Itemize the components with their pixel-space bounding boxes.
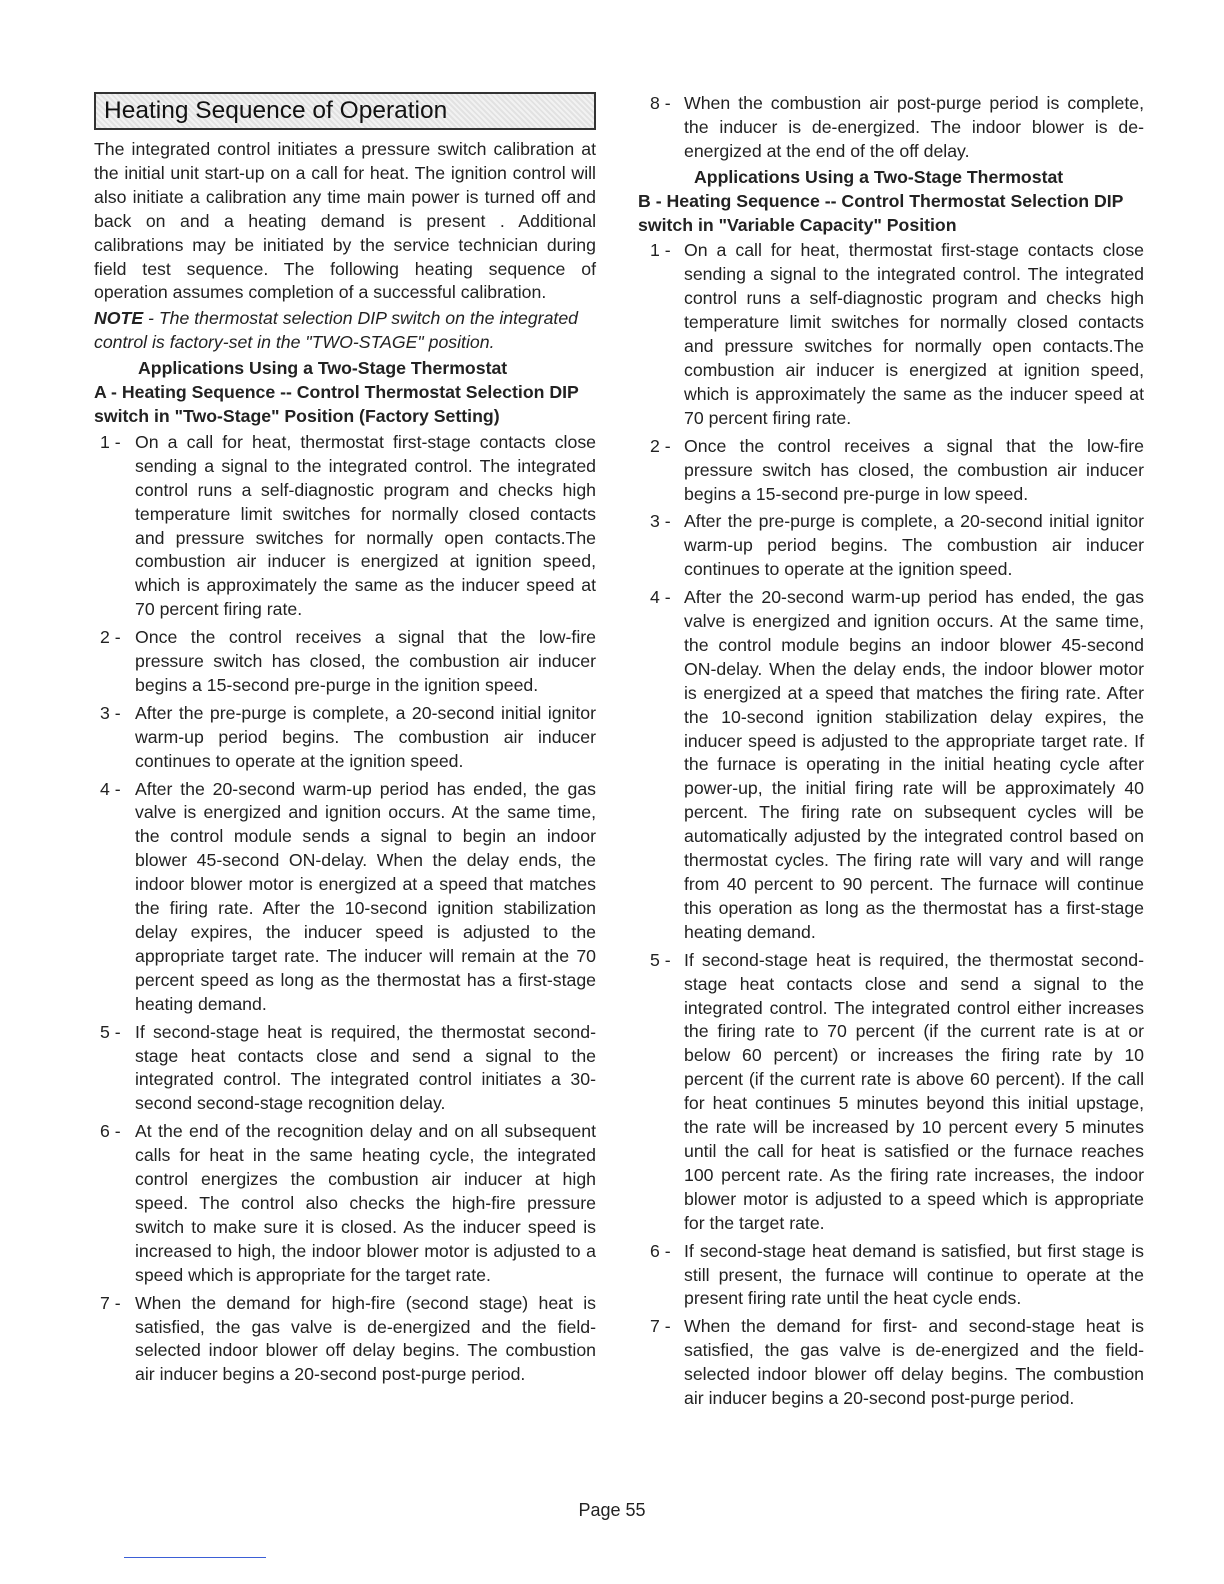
step-item: 6 - At the end of the recognition delay and on all subsequent calls for heat in the same heating cycle, the integrated control energizes the combustion air inducer at high speed. The control also checks the high-fire pressure switch to make sure it is closed. As the inducer speed is increased to high, the indoor blower motor is adjusted to a speed which is appropriate for the target rate. — [100, 1121, 596, 1285]
section-title: Heating Sequence of Operation — [94, 92, 596, 130]
note-text: - The thermostat selection DIP switch on the integrated control is factory-set in the "TWO-STAGE" position. — [94, 308, 579, 353]
step-item: 1 - On a call for heat, thermostat first-stage contacts close sending a signal to the integrated control. The integrated control runs a self-diagnostic program and checks high temperature limit switches for normally closed contacts and pressure switches for normally open contacts.The combustion air inducer is energized at ignition speed, which is approximately the same as the inducer speed at 70 percent firing rate. — [100, 431, 596, 620]
step-item: 2 - Once the control receives a signal that the low-fire pressure switch has closed, the combustion air inducer begins a 15-second pre-purge in low speed. — [650, 435, 1144, 504]
section-b-steps — [650, 239, 1144, 1411]
section-a-steps — [94, 431, 596, 1387]
section-a-title: A - Heating Sequence -- Control Thermostat Selection DIP switch in "Two-Stage" Position (Factory Setting) — [94, 382, 579, 426]
left-column — [94, 92, 596, 1391]
step-item: 2 - Once the control receives a signal that the low-fire pressure switch has closed, the combustion air inducer begins a 15-second pre-purge in the ignition speed. — [100, 627, 596, 695]
step-item: 7 - When the demand for first- and second-stage heat is satisfied, the gas valve is de-energized and the field-selected indoor blower off delay begins. The combustion air inducer begins a 20-second post-purge period. — [650, 1316, 1144, 1409]
step-item: 3 - After the pre-purge is complete, a 20-second initial ignitor warm-up period begins. The combustion air inducer continues to operate at the ignition speed. — [650, 511, 1144, 580]
step-item: 5 - If second-stage heat is required, the thermostat second-stage heat contacts close and send a signal to the integrated control. The integrated control initiates a 30-second second-stage recognition delay. — [100, 1021, 596, 1114]
note-label: NOTE — [94, 308, 144, 329]
step-item: 5 - If second-stage heat is required, the thermostat second-stage heat contacts close and send a signal to the integrated control. The integrated control either increases the firing rate to 70 percent (if the current rate is at or below 60 percent) or increases the firing rate by 10 percent (if the current rate is above 60 percent). If the call for heat continues 5 minutes beyond this initial upstage, the rate will be increased by 10 percent every 5 minutes until the call for heat is satisfied or the furnace reaches 100 percent rate. As the firing rate increases, the indoor blower motor is adjusted to a speed which is appropriate for the target rate. — [650, 949, 1144, 1233]
step-item: 8 - When the combustion air post-purge period is complete, the inducer is de-energized. The indoor blower is de-energized at the end of the off delay. — [650, 93, 1144, 161]
right-column — [638, 92, 1144, 1415]
section-b-title: B - Heating Sequence -- Control Thermostat Selection DIP switch in "Variable Capacity" Position — [638, 190, 1124, 235]
step-item: 7 - When the demand for high-fire (second stage) heat is satisfied, the gas valve is de-energized and the field-selected indoor blower off delay begins. The combustion air inducer begins a 20-second post-purge period. — [100, 1292, 596, 1385]
step-item: 6 - If second-stage heat demand is satisfied, but first stage is still present, the furnace will continue to operate at the present firing rate until the heat cycle ends. — [650, 1240, 1144, 1309]
section-a-apps-heading: Applications Using a Two-Stage Thermostat — [138, 358, 508, 379]
step-item: 1 - On a call for heat, thermostat first-stage contacts close sending a signal to the integrated control. The integrated control runs a self-diagnostic program and checks high temperature limit switches for normally closed contacts and pressure switches for normally open contacts.The combustion air inducer is energized at ignition speed, which is approximately the same as the inducer speed at 70 percent firing rate. — [650, 240, 1144, 428]
note-paragraph — [94, 307, 596, 355]
footer-divider — [124, 1557, 266, 1558]
page-number: Page 55 — [578, 1500, 646, 1520]
section-b-apps-heading: Applications Using a Two-Stage Thermostat — [694, 166, 1064, 187]
intro-paragraph: The integrated control initiates a pressure switch calibration at the initial unit start-up on a call for heat. The ignition control will also initiate a calibration any time main power is turned off and back on and a heating demand is present . Additional calibrations may be initiated by the service technician during field test sequence. The following heating sequence of operation assumes completion of a successful calibration. — [94, 139, 596, 303]
step-item: 4 - After the 20-second warm-up period has ended, the gas valve is energized and ignition occurs. At the same time, the control module sends a signal to begin an indoor blower 45-second ON-delay. When the delay ends, the indoor blower motor is energized at a speed that matches the firing rate. After the 10-second ignition stabilization delay expires, the inducer speed is adjusted to the appropriate target rate. The inducer will remain at the 70 percent speed as long as the thermostat has a first-stage heating demand. — [100, 778, 596, 1014]
step-item: 3 - After the pre-purge is complete, a 20-second initial ignitor warm-up period begins. The combustion air inducer continues to operate at the ignition speed. — [100, 702, 596, 771]
section-a-steps-continued — [650, 92, 1144, 164]
step-item: 4 - After the 20-second warm-up period has ended, the gas valve is energized and ignition occurs. At the same time, the control module begins an indoor blower 45-second ON-delay. When the delay ends, the indoor blower motor is energized at a speed that matches the firing rate. After the 10-second ignition stabilization delay expires, the inducer speed is adjusted to the appropriate target rate. If the furnace is operating in the initial heating cycle after power-up, the initial firing rate will be approximately 40 percent. The firing rate on subsequent cycles will be automatically adjusted by the integrated control based on thermostat cycles. The firing rate will vary and will range from 40 percent to 90 percent. The furnace will continue this operation as long as the thermostat has a first-stage heating demand. — [650, 587, 1144, 942]
